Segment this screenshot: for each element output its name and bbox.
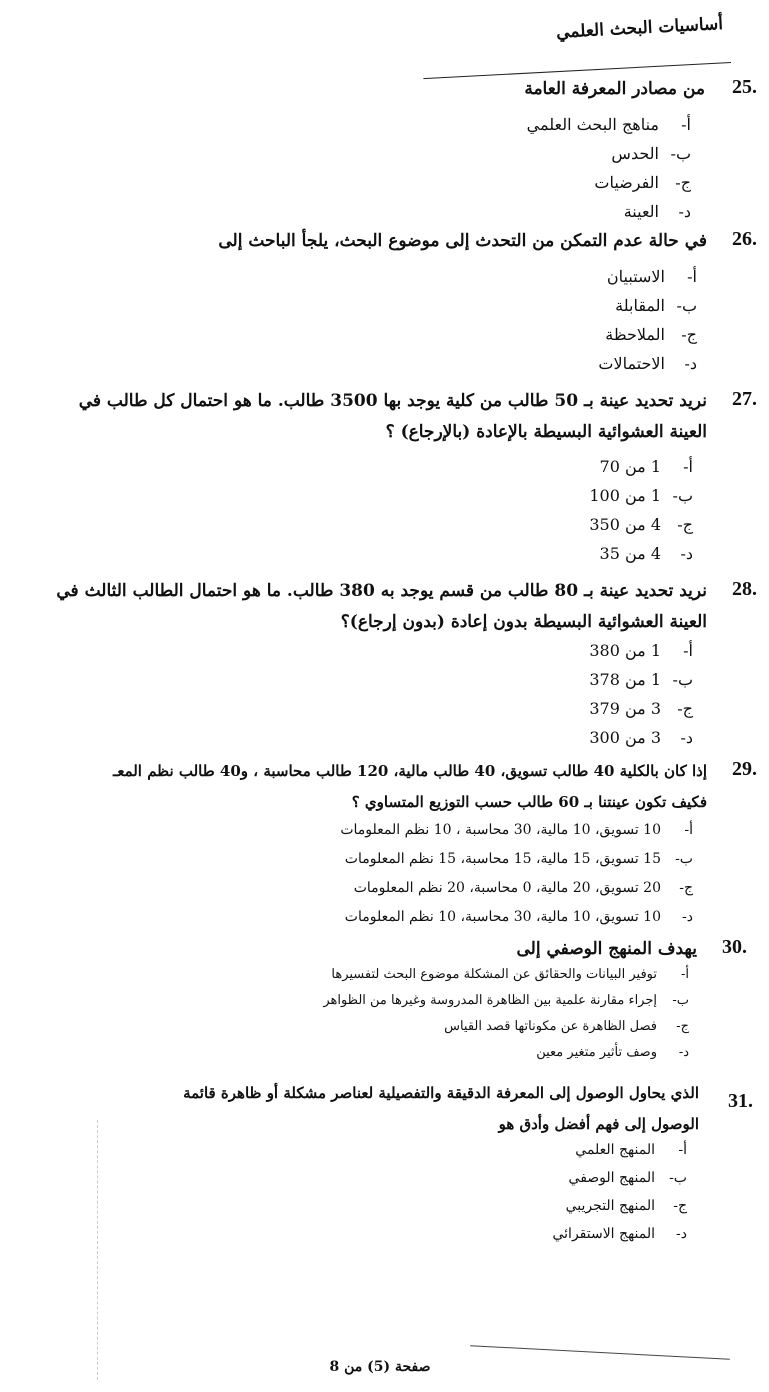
- option-text: 1 من 380: [589, 641, 661, 660]
- option-text: الملاحظة: [605, 325, 665, 344]
- options-list: [589, 452, 693, 568]
- option-d: [552, 1220, 687, 1248]
- option-d: [598, 349, 697, 378]
- option-text: 10 تسويق، 10 مالية، 30 محاسبة ، 10 نظم المعلومات: [340, 822, 661, 838]
- question-text: [113, 756, 707, 818]
- option-text: الاحتمالات: [598, 354, 665, 373]
- option-letter: أ-: [680, 967, 689, 982]
- option-letter: أ-: [683, 457, 693, 476]
- option-a: [527, 110, 691, 139]
- option-c: [323, 1014, 689, 1040]
- page-number: صفحة (5) من 8: [329, 1359, 431, 1375]
- option-b: [552, 1164, 687, 1192]
- options-list: [340, 816, 693, 932]
- option-letter: ج-: [679, 880, 693, 896]
- option-text: توفير البيانات والحقائق عن المشكلة موضوع البحث لتفسيرها: [331, 967, 657, 982]
- option-c: [340, 874, 693, 903]
- question-number: 26.: [732, 228, 757, 250]
- option-text: 15 تسويق، 15 مالية، 15 محاسبة، 15 نظم المعلومات: [344, 851, 661, 867]
- option-text: 4 من 350: [589, 515, 661, 534]
- option-text: الاستبيان: [606, 267, 665, 286]
- footer-rule: [470, 1345, 730, 1360]
- option-letter: د-: [680, 544, 693, 563]
- option-text: 3 من 379: [589, 699, 661, 718]
- options-list: [589, 636, 693, 752]
- option-letter: د-: [684, 354, 697, 373]
- option-a: [323, 962, 689, 988]
- option-c: [598, 320, 697, 349]
- option-d: [340, 903, 693, 932]
- question-line: إذا كان بالكلية 40 طالب تسويق، 40 طالب مالية، 120 طالب محاسبة ، و40 طالب نظم المعـ: [112, 762, 707, 780]
- question-text: [79, 386, 707, 448]
- option-letter: أ-: [678, 1142, 687, 1158]
- option-letter: ج-: [677, 699, 693, 718]
- question-text: [516, 934, 697, 965]
- option-text: 1 من 378: [589, 670, 661, 689]
- option-a: [598, 262, 697, 291]
- question-line: من مصادر المعرفة العامة: [524, 79, 705, 99]
- question-line: يهدف المنهج الوصفي إلى: [516, 939, 697, 959]
- question-number: 28.: [732, 578, 757, 600]
- options-list: [598, 262, 697, 378]
- option-letter: أ-: [683, 641, 693, 660]
- option-letter: أ-: [687, 267, 697, 286]
- option-text: 3 من 300: [589, 728, 661, 747]
- option-letter: ب-: [675, 851, 693, 867]
- question-line: الوصول إلى فهم أفضل وأدق هو: [498, 1115, 699, 1133]
- question-text: [524, 74, 705, 105]
- option-letter: د-: [682, 909, 693, 925]
- option-a: [589, 452, 693, 481]
- option-letter: ب-: [676, 296, 697, 315]
- option-c: [552, 1192, 687, 1220]
- option-c: [589, 510, 693, 539]
- option-text: المنهج الاستقرائي: [552, 1226, 655, 1242]
- option-a: [552, 1136, 687, 1164]
- option-letter: ب-: [672, 993, 689, 1008]
- option-a: [589, 636, 693, 665]
- option-letter: ب-: [670, 144, 691, 163]
- option-c: [527, 168, 691, 197]
- question-line: الذي يحاول الوصول إلى المعرفة الدقيقة والتفصيلية لعناصر مشكلة أو ظاهرة قائمة: [183, 1084, 699, 1102]
- option-text: مناهج البحث العلمي: [526, 115, 659, 134]
- option-text: 1 من 100: [589, 486, 661, 505]
- question-number: 30.: [722, 936, 747, 958]
- option-letter: د-: [676, 1226, 687, 1242]
- option-text: العينة: [623, 202, 659, 221]
- option-b: [598, 291, 697, 320]
- option-d: [589, 723, 693, 752]
- option-text: المنهج العلمي: [575, 1142, 655, 1158]
- page-header-title: أساسيات البحث العلمي: [555, 14, 724, 43]
- option-text: 20 تسويق، 20 مالية، 0 محاسبة، 20 نظم المعلومات: [353, 880, 661, 896]
- option-text: فصل الظاهرة عن مكوناتها قصد القياس: [444, 1019, 657, 1034]
- option-letter: ج-: [676, 1019, 689, 1034]
- scan-edge-line: [97, 1120, 98, 1380]
- option-text: الحدس: [611, 144, 659, 163]
- option-text: الفرضيات: [594, 173, 659, 192]
- question-text: [218, 226, 707, 257]
- option-c: [589, 694, 693, 723]
- option-text: 10 تسويق، 10 مالية، 30 محاسبة، 10 نظم المعلومات: [344, 909, 661, 925]
- question-text: [183, 1078, 699, 1140]
- question-number: 27.: [732, 388, 757, 410]
- question-line: العينة العشوائية البسيطة بدون إعادة (بدون إرجاع)؟: [340, 612, 707, 632]
- option-b: [323, 988, 689, 1014]
- question-number: 29.: [732, 758, 757, 780]
- option-b: [340, 845, 693, 874]
- option-letter: أ-: [681, 115, 691, 134]
- question-line: فكيف تكون عينتنا بـ 60 طالب حسب التوزيع المتساوي ؟: [351, 793, 707, 811]
- option-letter: د-: [678, 1045, 689, 1060]
- option-b: [589, 665, 693, 694]
- option-letter: ج-: [677, 515, 693, 534]
- question-number: 31.: [728, 1090, 753, 1112]
- options-list: [552, 1136, 687, 1248]
- option-letter: ب-: [672, 486, 693, 505]
- options-list: [323, 962, 689, 1066]
- question-line: العينة العشوائية البسيطة بالإعادة (بالإرجاع) ؟: [385, 422, 707, 442]
- option-b: [527, 139, 691, 168]
- option-letter: ب-: [669, 1170, 687, 1186]
- option-text: 1 من 70: [599, 457, 661, 476]
- option-a: [340, 816, 693, 845]
- option-d: [527, 197, 691, 226]
- option-letter: ج-: [675, 173, 691, 192]
- option-text: المقابلة: [615, 296, 665, 315]
- question-line: نريد تحديد عينة بـ 50 طالب من كلية يوجد بها 3500 طالب. ما هو احتمال كل طالب في: [78, 391, 707, 411]
- option-text: 4 من 35: [599, 544, 661, 563]
- option-letter: ب-: [672, 670, 693, 689]
- question-line: في حالة عدم التمكن من التحدث إلى موضوع البحث، يلجأ الباحث إلى: [218, 231, 707, 251]
- option-letter: ج-: [673, 1198, 687, 1214]
- option-text: المنهج الوصفي: [568, 1170, 655, 1186]
- option-b: [589, 481, 693, 510]
- question-number: 25.: [732, 76, 757, 98]
- option-text: إجراء مقارنة علمية بين الظاهرة المدروسة وغيرها من الظواهر: [323, 993, 657, 1008]
- option-letter: د-: [678, 202, 691, 221]
- question-text: [56, 576, 707, 638]
- option-letter: ج-: [681, 325, 697, 344]
- option-d: [589, 539, 693, 568]
- option-text: وصف تأثير متغير معين: [536, 1045, 657, 1060]
- options-list: [527, 110, 691, 226]
- question-line: نريد تحديد عينة بـ 80 طالب من قسم يوجد به 380 طالب. ما هو احتمال الطالب الثالث في: [56, 581, 707, 601]
- option-letter: أ-: [684, 822, 693, 838]
- option-text: المنهج التجريبي: [565, 1198, 655, 1214]
- option-d: [323, 1040, 689, 1066]
- option-letter: د-: [680, 728, 693, 747]
